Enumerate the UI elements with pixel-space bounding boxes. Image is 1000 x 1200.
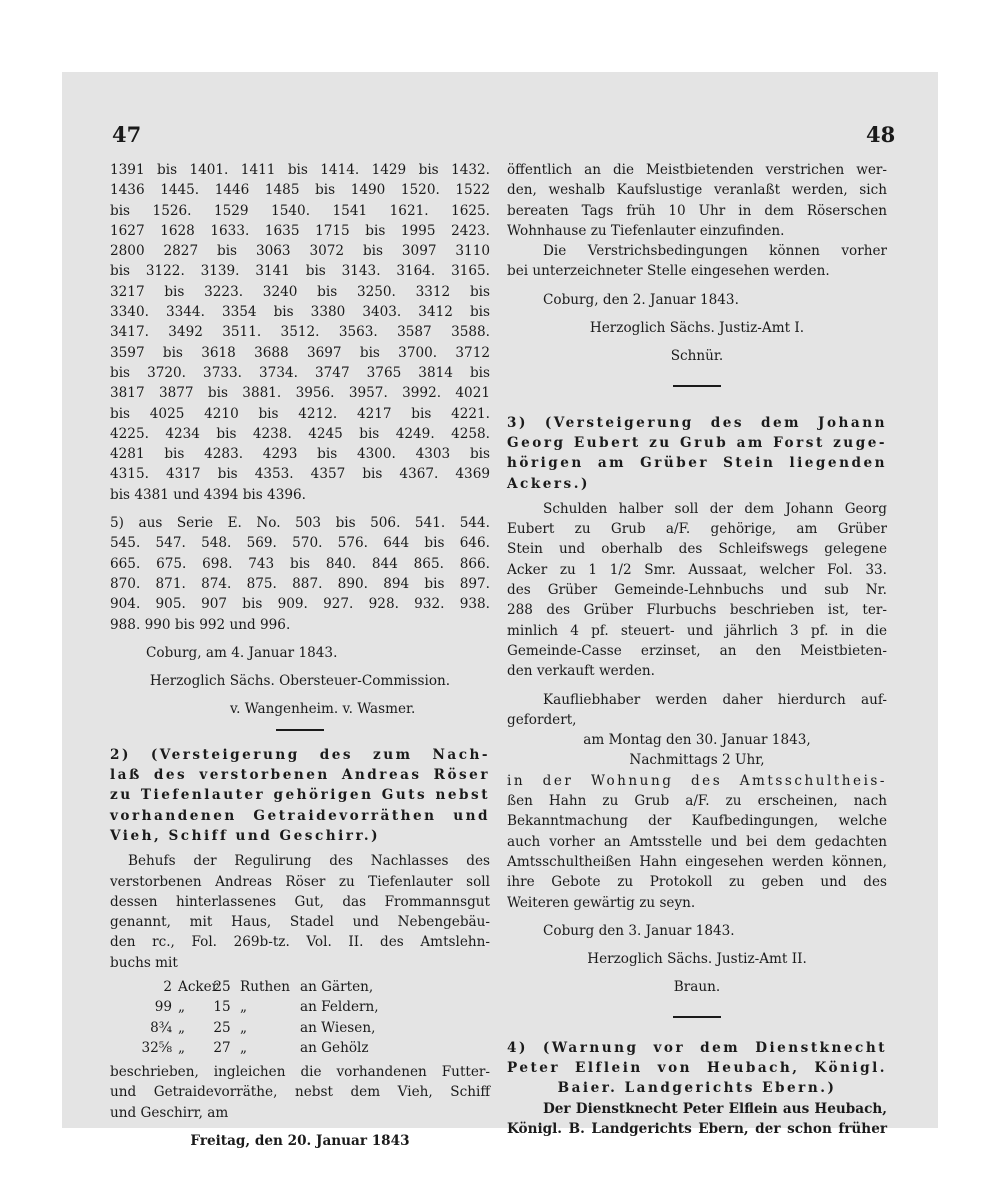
body-line: auch vorher an Amtsstelle und bei dem gedachten: [507, 833, 887, 850]
body-line: Acker zu 1 1/2 Smr. Aussaat, welcher Fol. 33.: [507, 561, 887, 578]
notice-heading-line: Baier. Landgerichts Ebern.): [557, 1080, 837, 1097]
notice-heading-line: 3) (Versteigerung des dem Johann: [507, 414, 887, 431]
body-line: minlich 4 pf. steuert- und jährlich 3 pf. in die: [507, 622, 887, 639]
list-line: 1391 bis 1401. 1411 bis 1414. 1429 bis 1432.: [110, 162, 490, 178]
body-line: dessen hinterlassenes Gut, das Frommannsgut: [110, 893, 490, 910]
body-line: Behufs der Regulirung des Nachlasses des: [128, 853, 490, 870]
dateline: Coburg, den 2. Januar 1843.: [543, 291, 739, 308]
notice-heading-line: vorhandenen Getraidevorräthen und: [110, 807, 490, 824]
meeting-time: Nachmittags 2 Uhr,: [629, 752, 765, 769]
body-line: öffentlich an die Meistbietenden verstrichen wer-: [507, 162, 887, 178]
signature: Schnür.: [670, 348, 724, 365]
body-line: Stein und oberhalb des Schleifswegs gelegene: [507, 541, 887, 558]
body-line: und Geschirr, am: [110, 1104, 229, 1121]
body-line: den, weshalb Kaufslustige veranlaßt werden, sich: [507, 182, 887, 199]
body-line: den rc., Fol. 269b-tz. Vol. II. des Amtslehn-: [110, 934, 490, 951]
list-line: 2800 2827 bis 3063 3072 bis 3097 3110: [110, 243, 490, 260]
page-number-right: 48: [866, 122, 896, 147]
notice-heading-line: 4) (Warnung vor dem Dienstknecht: [507, 1039, 887, 1056]
list-line: 1627 1628 1633. 1635 1715 bis 1995 2423.: [110, 222, 490, 239]
body-line: genannt, mit Haus, Stadel und Nebengebäu-: [110, 914, 490, 931]
body-line: bei unterzeichneter Stelle eingesehen werden.: [507, 263, 830, 280]
measure-row: 8¾ „ 25 „ an Wiesen,: [150, 1019, 376, 1036]
body-line: 288 des Grüber Flurbuchs beschrieben ist, ter-: [507, 602, 887, 619]
body-line: bereaten Tags früh 10 Uhr in dem Röserschen: [507, 202, 887, 219]
measure-row: 32⅝ „ 27 „ an Gehölz: [141, 1039, 369, 1056]
authority-line: Herzoglich Sächs. Justiz-Amt I.: [589, 320, 805, 337]
list-line: 3597 bis 3618 3688 3697 bis 3700. 3712: [110, 344, 490, 361]
serie-line: 904. 905. 907 bis 909. 927. 928. 932. 938.: [110, 596, 490, 613]
auction-date: Freitag, den 20. Januar 1843: [190, 1133, 410, 1150]
notice-heading-line: Vieh, Schiff und Geschirr.): [110, 827, 381, 844]
body-line: gefordert,: [507, 711, 577, 728]
notice-heading-line: zu Tiefenlauter gehörigen Guts nebst: [110, 787, 490, 804]
list-line: 3817 3877 bis 3881. 3956. 3957. 3992. 4021: [110, 385, 490, 402]
separator-rule: [673, 385, 721, 387]
body-line: buchs mit: [110, 954, 178, 971]
body-line: Königl. B. Landgerichts Ebern, der schon früher: [507, 1120, 887, 1137]
list-line: bis 3122. 3139. 3141 bis 3143. 3164. 3165.: [110, 263, 490, 280]
notice-heading-line: Georg Eubert zu Grub am Forst zuge-: [507, 434, 887, 451]
body-line: Gemeinde-Casse erzinset, an den Meistbieten-: [507, 642, 887, 659]
list-line: 1436 1445. 1446 1485 bis 1490 1520. 1522: [110, 182, 490, 199]
body-line: des Grüber Gemeinde-Lehnbuchs und sub Nr.: [507, 582, 887, 599]
page-number-left: 47: [112, 122, 142, 147]
body-line: beschrieben, ingleichen die vorhandenen Futter-: [110, 1064, 490, 1081]
list-line: bis 3720. 3733. 3734. 3747 3765 3814 bis: [110, 364, 490, 381]
body-line: Amtsschultheißen Hahn eingesehen werden können,: [507, 853, 887, 870]
serie-line: 5) aus Serie E. No. 503 bis 506. 541. 544.: [110, 515, 490, 532]
serie-line: 545. 547. 548. 569. 570. 576. 644 bis 646.: [110, 535, 490, 552]
body-line: Schulden halber soll der dem Johann Georg: [543, 500, 887, 517]
list-line: bis 4025 4210 bis 4212. 4217 bis 4221.: [110, 405, 490, 422]
body-line: Weiteren gewärtig zu seyn.: [507, 894, 696, 911]
signature: v. Wangenheim. v. Wasmer.: [230, 701, 416, 718]
notice-heading-line: Ackers.): [507, 475, 590, 492]
body-line: ihre Gebote zu Protokoll zu geben und des: [507, 874, 887, 891]
dateline: Coburg, am 4. Januar 1843.: [146, 644, 338, 661]
measure-row: 99 „ 15 „ an Feldern,: [154, 999, 379, 1016]
body-line: Die Verstrichsbedingungen können vorher: [543, 243, 887, 260]
list-line: 3217 bis 3223. 3240 bis 3250. 3312 bis: [110, 283, 490, 300]
list-line: bis 1526. 1529 1540. 1541 1621. 1625.: [110, 202, 490, 219]
body-line: Wohnhause zu Tiefenlauter einzufinden.: [507, 222, 785, 239]
dateline: Coburg den 3. Januar 1843.: [543, 922, 735, 939]
list-line: 3417. 3492 3511. 3512. 3563. 3587 3588.: [110, 324, 490, 341]
notice-heading-line: Peter Elflein von Heubach, Königl.: [507, 1059, 887, 1076]
body-line: verstorbenen Andreas Röser zu Tiefenlauter soll: [110, 873, 490, 890]
body-line: den verkauft werden.: [507, 663, 655, 680]
list-line: 4225. 4234 bis 4238. 4245 bis 4249. 4258.: [110, 425, 490, 442]
serie-line: 665. 675. 698. 743 bis 840. 844 865. 866.: [110, 555, 490, 572]
body-line: in der Wohnung des Amtsschultheis-: [507, 772, 887, 789]
measure-row: 2 Acker 25 Ruthen an Gärten,: [163, 978, 374, 995]
notice-heading-line: 2) (Versteigerung des zum Nach-: [110, 746, 490, 763]
separator-rule: [673, 1016, 721, 1018]
right-column: [507, 160, 887, 1139]
list-line: 4315. 4317 bis 4353. 4357 bis 4367. 4369: [110, 466, 490, 483]
body-line: Der Dienstknecht Peter Elflein aus Heubach,: [543, 1100, 887, 1117]
authority-line: Herzoglich Sächs. Justiz-Amt II.: [587, 951, 807, 968]
body-line: Kaufliebhaber werden daher hierdurch auf-: [543, 691, 887, 708]
authority-line: Herzoglich Sächs. Obersteuer-Commission.: [149, 673, 451, 690]
meeting-date: am Montag den 30. Januar 1843,: [583, 732, 811, 749]
list-line: bis 4381 und 4394 bis 4396.: [110, 486, 306, 503]
body-line: Bekanntmachung der Kaufbedingungen, welche: [507, 813, 887, 830]
left-column: [110, 160, 490, 1151]
notice-heading-line: laß des verstorbenen Andreas Röser: [110, 767, 490, 784]
serie-line: 988. 990 bis 992 und 996.: [110, 616, 291, 633]
signature: Braun.: [673, 979, 721, 996]
body-line: Eubert zu Grub a/F. gehörige, am Grüber: [507, 521, 887, 538]
list-line: 3340. 3344. 3354 bis 3380 3403. 3412 bis: [110, 304, 490, 321]
list-line: 4281 bis 4283. 4293 bis 4300. 4303 bis: [110, 446, 490, 463]
notice-heading-line: hörigen am Grüber Stein liegenden: [507, 455, 887, 472]
body-line: und Getraidevorräthe, nebst dem Vieh, Schiff: [110, 1084, 490, 1101]
separator-rule: [276, 729, 324, 731]
body-line: ßen Hahn zu Grub a/F. zu erscheinen, nach: [507, 793, 887, 810]
serie-line: 870. 871. 874. 875. 887. 890. 894 bis 897.: [110, 575, 490, 592]
